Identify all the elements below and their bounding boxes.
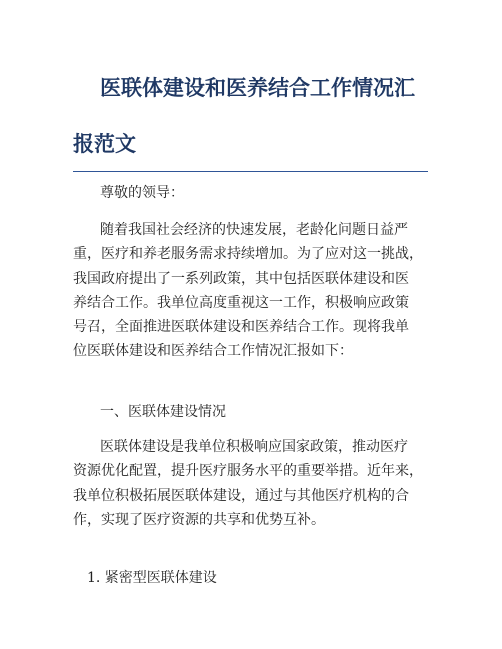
- title-line: 医联体建设和医养结合工作情况汇: [100, 76, 415, 100]
- paragraph-line: 号召，全面推进医联体建设和医养结合工作。现将我单: [73, 319, 409, 336]
- paragraph-line: 随着我国社会经济的快速发展，老龄化问题日益严: [100, 222, 408, 238]
- paragraph-line: 养结合工作。我单位高度重视这一工作，积极响应政策: [73, 294, 409, 311]
- intro-paragraph: [73, 218, 443, 364]
- paragraph-line: 作，实现了医疗资源的共享和优势互补。: [73, 511, 325, 528]
- section-paragraph: [73, 435, 443, 532]
- subsection-heading: 1. 紧密型医联体建设: [87, 570, 217, 586]
- document-title: [73, 60, 433, 172]
- title-line: 报范文: [73, 132, 136, 156]
- title-divider: [73, 171, 428, 172]
- paragraph-line: 我国政府提出了一系列政策，其中包括医联体建设和医: [73, 270, 409, 287]
- salutation: 尊敬的领导：: [100, 185, 184, 201]
- paragraph-line: 资源优化配置，提升医疗服务水平的重要举措。近年来，: [73, 463, 423, 480]
- paragraph-line: 我单位积极拓展医联体建设，通过与其他医疗机构的合: [73, 487, 409, 504]
- section-heading: 一、医联体建设情况: [100, 404, 226, 420]
- paragraph-line: 位医联体建设和医养结合工作情况汇报如下：: [73, 343, 353, 360]
- paragraph-line: 重，医疗和养老服务需求持续增加。为了应对这一挑战，: [73, 246, 423, 263]
- paragraph-line: 医联体建设是我单位积极响应国家政策，推动医疗: [100, 439, 408, 455]
